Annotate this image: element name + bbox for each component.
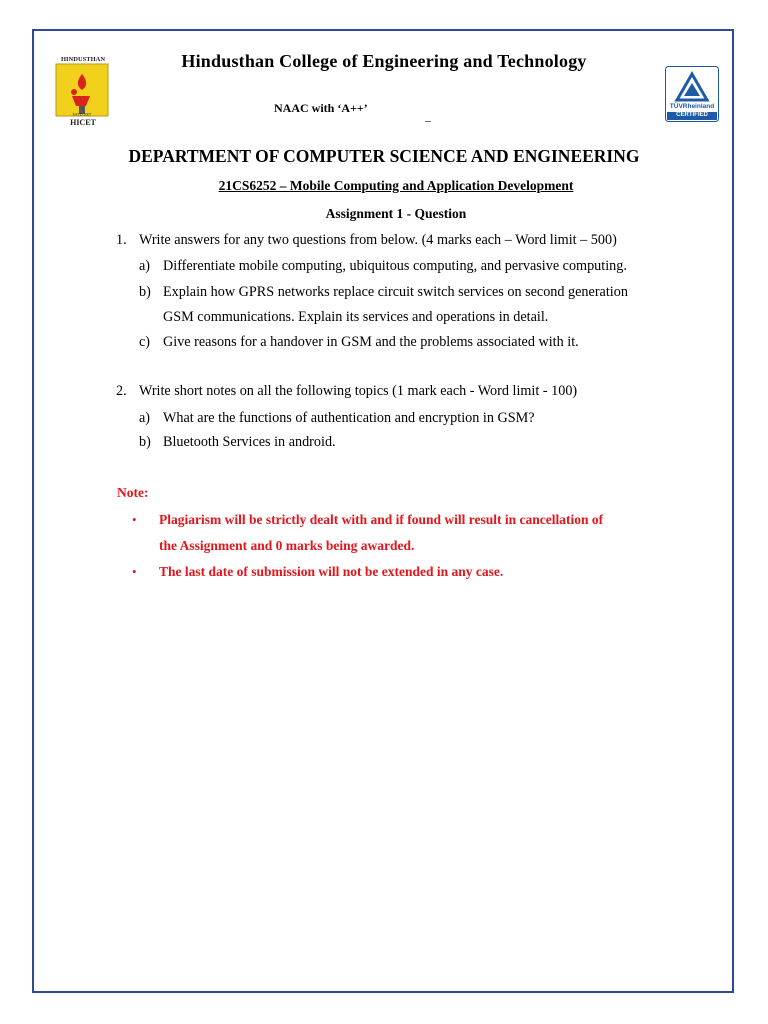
question-text: Write short notes on all the following topics (1 mark each - Word limit - 100) [139, 383, 578, 399]
accreditation: NAAC with ‘A++’ [274, 101, 368, 115]
svg-text:ESTD 2007: ESTD 2007 [72, 112, 92, 117]
question-number: 1. [116, 232, 127, 248]
note-text: The last date of submission will not be extended in any case. [159, 564, 504, 579]
tuv-brand-text: TÜVRheinland [669, 103, 715, 110]
question-text: Write answers for any two questions from below. (4 marks each – Word limit – 500) [139, 232, 617, 248]
item-label: a) [139, 258, 151, 274]
item-label: c) [139, 334, 151, 350]
item-label: b) [139, 284, 151, 300]
item-text: What are the functions of authentication and encryption in GSM? [163, 410, 535, 426]
item-text: Explain how GPRS networks replace circuit switch services on second generation [163, 284, 628, 300]
tuv-certified-logo [665, 66, 719, 122]
header-dash: – [425, 113, 431, 127]
item-text-continued: GSM communications. Explain its services and operations in detail. [163, 309, 549, 325]
college-name: Hindusthan College of Engineering and Technology [181, 51, 587, 71]
note-text: Plagiarism will be strictly dealt with and if found will result in cancellation of [159, 512, 604, 527]
note-label: Note: [117, 485, 149, 500]
note-text-continued: the Assignment and 0 marks being awarded. [159, 538, 415, 553]
bullet-icon: • [132, 564, 137, 579]
bullet-icon: • [132, 512, 137, 527]
item-text: Give reasons for a handover in GSM and the problems associated with it. [163, 334, 579, 350]
course-title: 21CS6252 – Mobile Computing and Application Development [218, 178, 574, 193]
question-number: 2. [116, 383, 127, 399]
tuv-certified-text: CERTIFIED [676, 112, 708, 118]
item-text: Bluetooth Services in android. [163, 434, 336, 450]
item-label: a) [139, 410, 151, 426]
logo-top-text: HINDUSTHAN [60, 56, 106, 63]
assignment-title: Assignment 1 - Question [325, 206, 467, 221]
item-text: Differentiate mobile computing, ubiquitous computing, and pervasive computing. [163, 258, 627, 274]
item-label: b) [139, 434, 151, 450]
department-title: DEPARTMENT OF COMPUTER SCIENCE AND ENGINEERING [128, 146, 640, 166]
logo-bottom-text: HICET [70, 118, 96, 127]
page-border [32, 29, 734, 993]
